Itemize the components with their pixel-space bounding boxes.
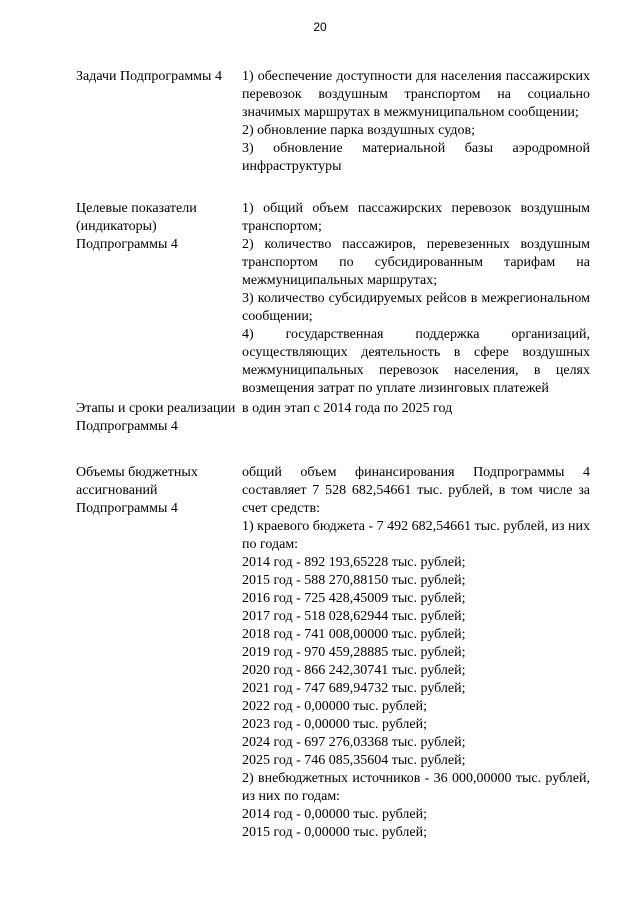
budget-year-line: 2025 год - 746 085,35604 тыс. рублей;	[242, 753, 466, 768]
budget-year-line: 2014 год - 0,00000 тыс. рублей;	[242, 807, 428, 822]
budget-year-line: 2023 год - 0,00000 тыс. рублей;	[242, 717, 428, 732]
indicators-label: Целевые показатели (индикаторы) Подпрограммы 4	[76, 201, 197, 252]
tasks-label: Задачи Подпрограммы 4	[76, 69, 222, 84]
page-number: 20	[313, 20, 327, 34]
tasks-item: 3) обновление материальной базы аэродромной инфраструктуры	[242, 141, 590, 174]
budget-year-line: 2016 год - 725 428,45009 тыс. рублей;	[242, 591, 466, 606]
indicators-item: 4) государственная поддержка организаций, осуществляющих деятельность в сфере воздушных межмуниципальных перевозок населения, в целях возмещения затрат по уплате лизинговых платежей	[242, 327, 590, 396]
budget-content	[242, 464, 590, 842]
tasks-content	[242, 68, 590, 176]
indicators-item: 2) количество пассажиров, перевезенных воздушным транспортом по субсидированным тарифам на межмуниципальных маршрутах;	[242, 237, 590, 288]
budget-year-line: 2015 год - 0,00000 тыс. рублей;	[242, 825, 428, 840]
stages-content	[242, 400, 590, 418]
budget-year-line: 2014 год - 892 193,65228 тыс. рублей;	[242, 555, 466, 570]
budget-year-line: 2022 год - 0,00000 тыс. рублей;	[242, 699, 428, 714]
indicators-item: 3) количество субсидируемых рейсов в межрегиональном сообщении;	[242, 291, 590, 324]
indicators-item: 1) общий объем пассажирских перевозок воздушным транспортом;	[242, 201, 590, 234]
budget-year-line: 2020 год - 866 242,30741 тыс. рублей;	[242, 663, 466, 678]
budget-year-line: 2024 год - 697 276,03368 тыс. рублей;	[242, 735, 466, 750]
budget-line: 2) внебюджетных источников - 36 000,00000 тыс. рублей, из них по годам:	[242, 771, 590, 804]
budget-year-line: 2019 год - 970 459,28885 тыс. рублей;	[242, 645, 466, 660]
budget-line: общий объем финансирования Подпрограммы 4 составляет 7 528 682,54661 тыс. рублей, в том числе за счет средств:	[242, 465, 590, 516]
stages-label: Этапы и сроки реализации Подпрограммы 4	[76, 401, 236, 434]
tasks-item: 1) обеспечение доступности для населения пассажирских перевозок воздушным транспортом на социально значимых маршрутах в межмуниципальном сообщении;	[242, 69, 590, 120]
budget-year-line: 2015 год - 588 270,88150 тыс. рублей;	[242, 573, 466, 588]
budget-year-line: 2018 год - 741 008,00000 тыс. рублей;	[242, 627, 466, 642]
stages-item: в один этап с 2014 года по 2025 год	[242, 401, 453, 416]
budget-year-line: 2017 год - 518 028,62944 тыс. рублей;	[242, 609, 466, 624]
budget-line: 1) краевого бюджета - 7 492 682,54661 тыс. рублей, из них по годам:	[242, 519, 591, 552]
indicators-content	[242, 200, 590, 398]
budget-year-line: 2021 год - 747 689,94732 тыс. рублей;	[242, 681, 466, 696]
tasks-item: 2) обновление парка воздушных судов;	[242, 123, 475, 138]
budget-label: Объемы бюджетных ассигнований Подпрограммы 4	[76, 465, 198, 516]
